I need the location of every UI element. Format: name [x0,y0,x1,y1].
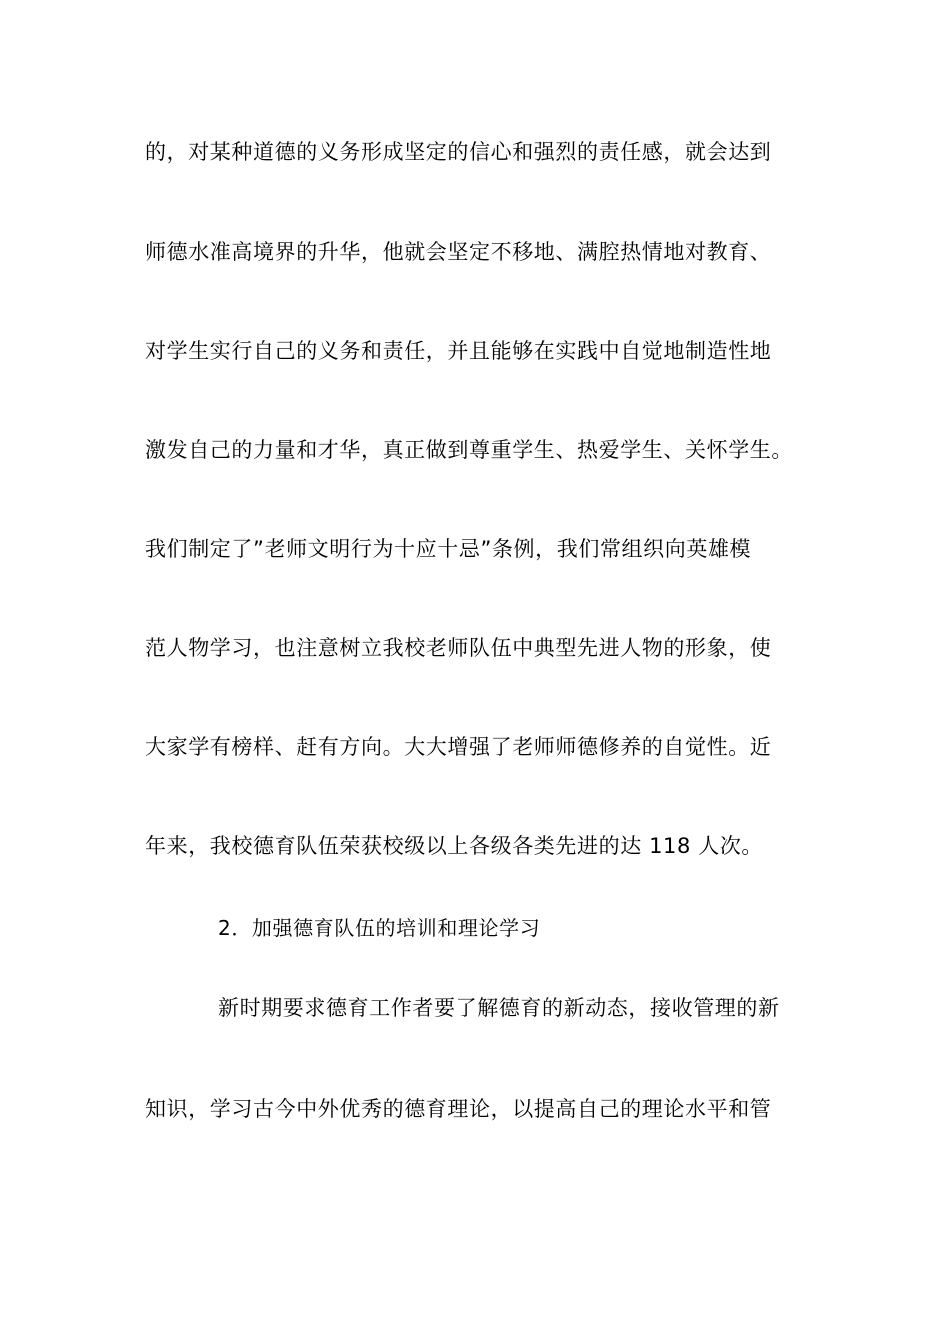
body-text-line: 激发自己的力量和才华，真正做到尊重学生、热爱学生、关怀学生。 [145,438,793,462]
paragraph-first-line: 新时期要求德育工作者要了解德育的新动态，接收管理的新 [218,996,780,1020]
body-text-line: 对学生实行自己的义务和责任，并且能够在实践中自觉地制造性地 [145,339,772,363]
body-text-line: 我们制定了”老师文明行为十应十忌”条例，我们常组织向英雄模 [145,537,752,561]
body-text-line: 知识，学习古今中外优秀的德育理论，以提高自己的理论水平和管 [145,1097,772,1121]
body-text-line: 年来，我校德育队伍荣获校级以上各级各类先进的达 118 人次。 [145,834,764,858]
body-text-line: 范人物学习，也注意树立我校老师队伍中典型先进人物的形象，使 [145,636,772,660]
body-text-line: 大家学有榜样、赶有方向。大大增强了老师师德修养的自觉性。近 [145,735,772,759]
section-heading: 2．加强德育队伍的培训和理论学习 [218,916,541,940]
body-text-line: 的，对某种道德的义务形成坚定的信心和强烈的责任感，就会达到 [145,140,772,164]
body-text-line: 师德水准高境界的升华，他就会坚定不移地、满腔热情地对教育、 [145,240,772,264]
